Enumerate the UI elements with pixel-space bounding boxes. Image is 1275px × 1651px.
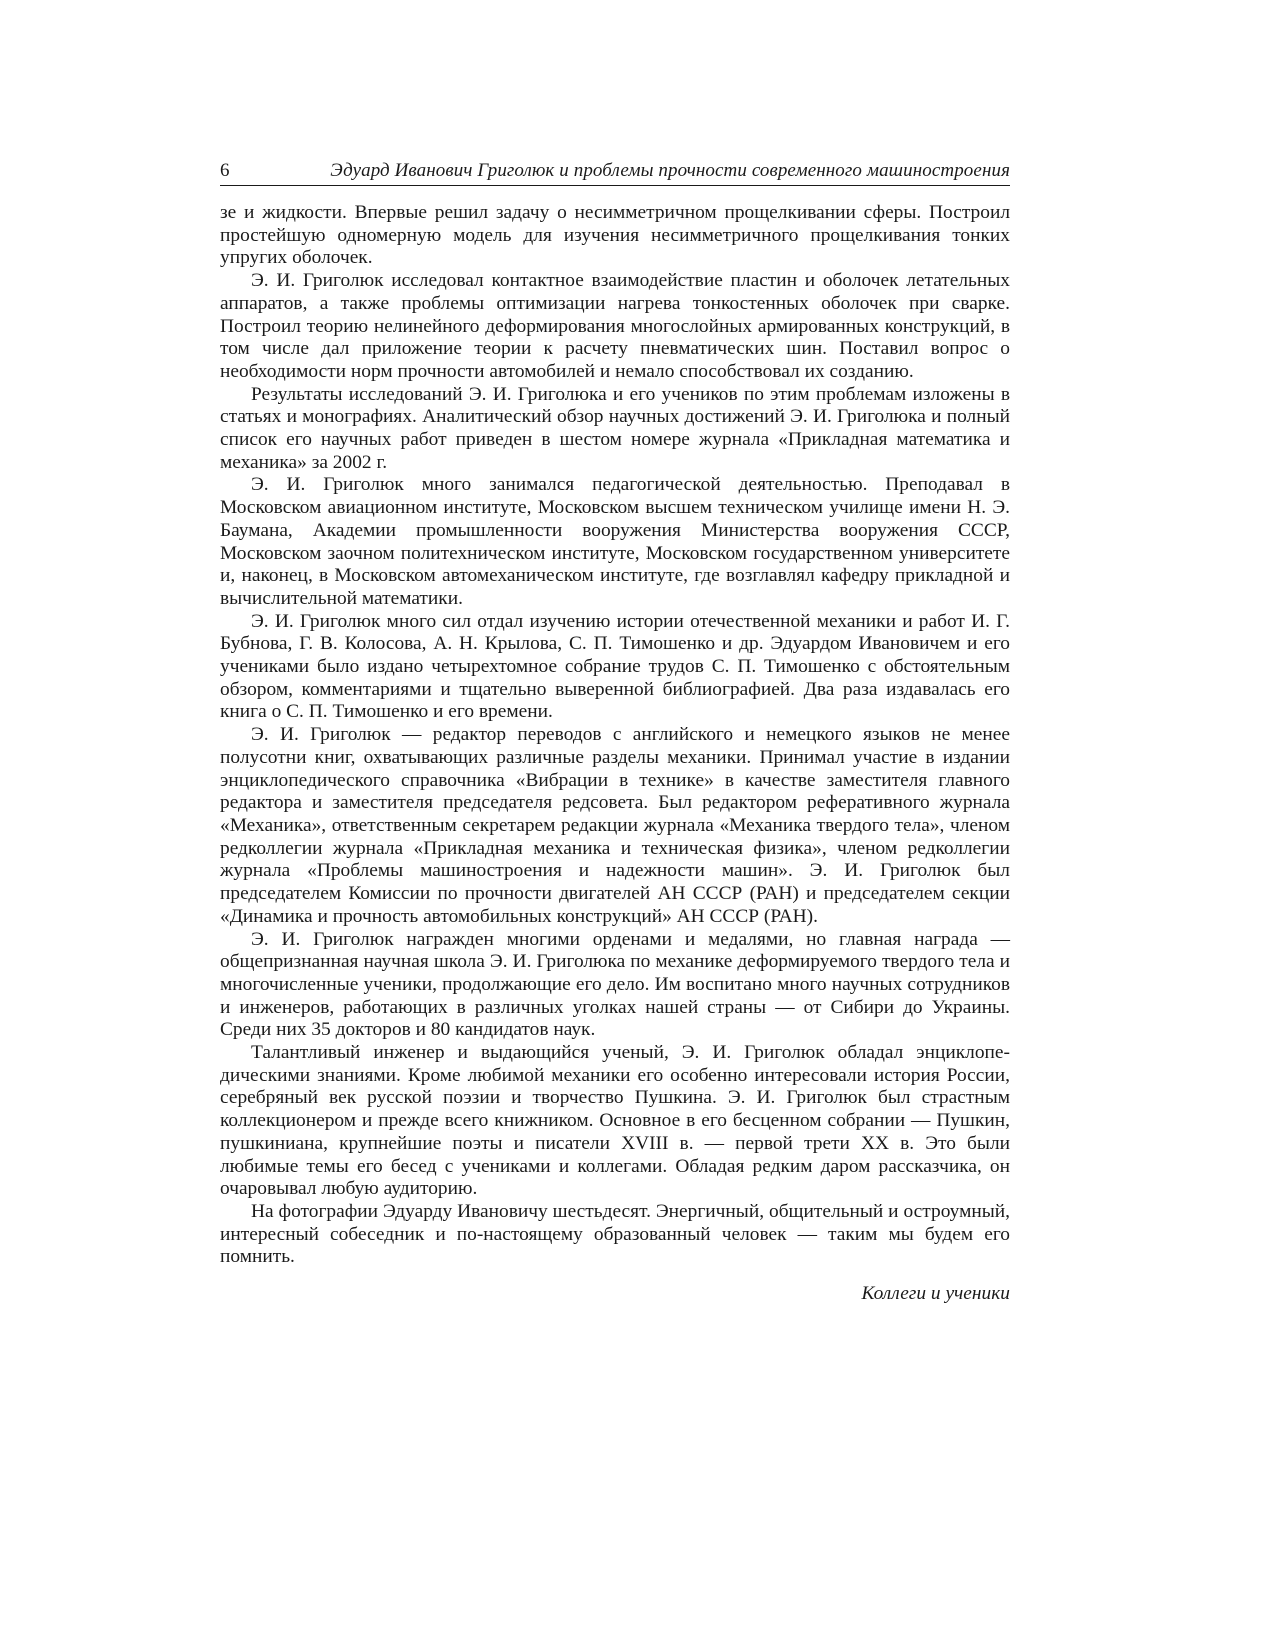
paragraph: На фотографии Эдуарду Ивановичу шестьдесят. Энергичный, общительный и остроумный, интересный собеседник и по-настоящему образованный человек — таким мы будем его помнить. <box>220 1200 1010 1268</box>
running-title: Эдуард Иванович Григолюк и проблемы прочности современного машиностроения <box>330 160 1010 181</box>
running-header <box>220 160 1010 186</box>
paragraph: Результаты исследований Э. И. Григолюка и его учеников по этим проблемам изложены в статьях и монографиях. Аналитический обзор научных достижений Э. И. Григолюка и полный список его научных работ приведен в шестом номере журнала «Прикладная математика и механика» за 2002 г. <box>220 383 1010 473</box>
paragraph: зе и жидкости. Впервые решил задачу о несимметричном прощелкивании сферы. Построил простейшую одномерную модель для изучения несимметричного прощелкивания тонких упругих оболочек. <box>220 202 1010 269</box>
paragraph: Талантливый инженер и выдающийся ученый, Э. И. Григолюк обладал энциклопедическими знаниями. Кроме любимой механики его особенно интересовали история России, серебряный век русской поэзии и творчество Пушкина. Э. И. Григолюк был страстным коллекционером и прежде всего книжником. Основное в его бесценном собрании — Пушкин, пушкиниана, крупнейшие поэты и писатели XVIII в. — первой трети XX в. Это были любимые темы его бесед с учениками и коллегами. Обладая редким даром рассказчика, он очаровывал любую аудиторию. <box>220 1042 1010 1200</box>
paragraph: Э. И. Григолюк исследовал контактное взаимодействие пластин и оболочек летательных аппаратов, а также проблемы оптимизации нагрева тонкостенных оболочек при сварке. Построил теорию нелинейного деформирования многослойных армированных конструкций, в том числе дал приложение теории к расчету пневматических шин. Поставил вопрос о необходимости норм прочности автомобилей и немало способствовал их созданию. <box>220 270 1010 382</box>
body-text <box>220 202 1010 1269</box>
paragraph: Э. И. Григолюк награжден многими орденами и медалями, но главная награда — общепризнанная научная школа Э. И. Григолюка по механике деформируемого твердого тела и многочисленные ученики, продолжающие его дело. Им воспитано много научных сотрудников и инженеров, работающих в различных уголках нашей страны — от Сибири до Украины. Среди них 35 докторов и 80 кандидатов наук. <box>220 928 1010 1041</box>
page-number: 6 <box>220 160 230 181</box>
page <box>220 160 1010 1305</box>
paragraph: Э. И. Григолюк много сил отдал изучению истории отечественной механики и работ И. Г. Бубнова, Г. В. Колосова, А. Н. Крылова, С. П. Тимошенко и др. Эдуардом Ивановичем и его учениками было издано четырехтомное собрание трудов С. П. Тимошенко с обстоятельным обзором, комментариями и тщательно выверенной библиографией. Два раза издавалась его книга о С. П. Тимошенко и его времени. <box>220 610 1010 723</box>
signature: Коллеги и ученики <box>861 1283 1010 1305</box>
paragraph: Э. И. Григолюк много занимался педагогической деятельностью. Преподавал в Московском авиационном институте, Московском высшем техническом училище имени Н. Э. Баумана, Академии промышленности вооружения Министерства вооружения СССР, Московском заочном политехническом институте, Московском государственном университете и, наконец, в Московском автомеханическом институте, где возглавлял кафедру прикладной и вычислительной математики. <box>220 474 1010 609</box>
paragraph: Э. И. Григолюк — редактор переводов с английского и немецкого языков не менее полусотни книг, охватывающих различные разделы механики. Принимал участие в издании энциклопедического справочника «Вибрации в технике» в качестве заместителя главного редактора и заместителя председателя редсовета. Был редактором реферативного журнала «Механика», ответственным секретарем редакции журнала «Механика твердого тела», членом редколлегии журнала «Прикладная механика и техническая физика», членом редколлегии журнала «Проблемы машиностроения и надежности машин». Э. И. Григолюк был председателем Комиссии по прочности двигателей АН СССР (РАН) и председателем секции «Динамика и прочность автомобильных конструкций» АН СССР (РАН). <box>220 724 1010 927</box>
